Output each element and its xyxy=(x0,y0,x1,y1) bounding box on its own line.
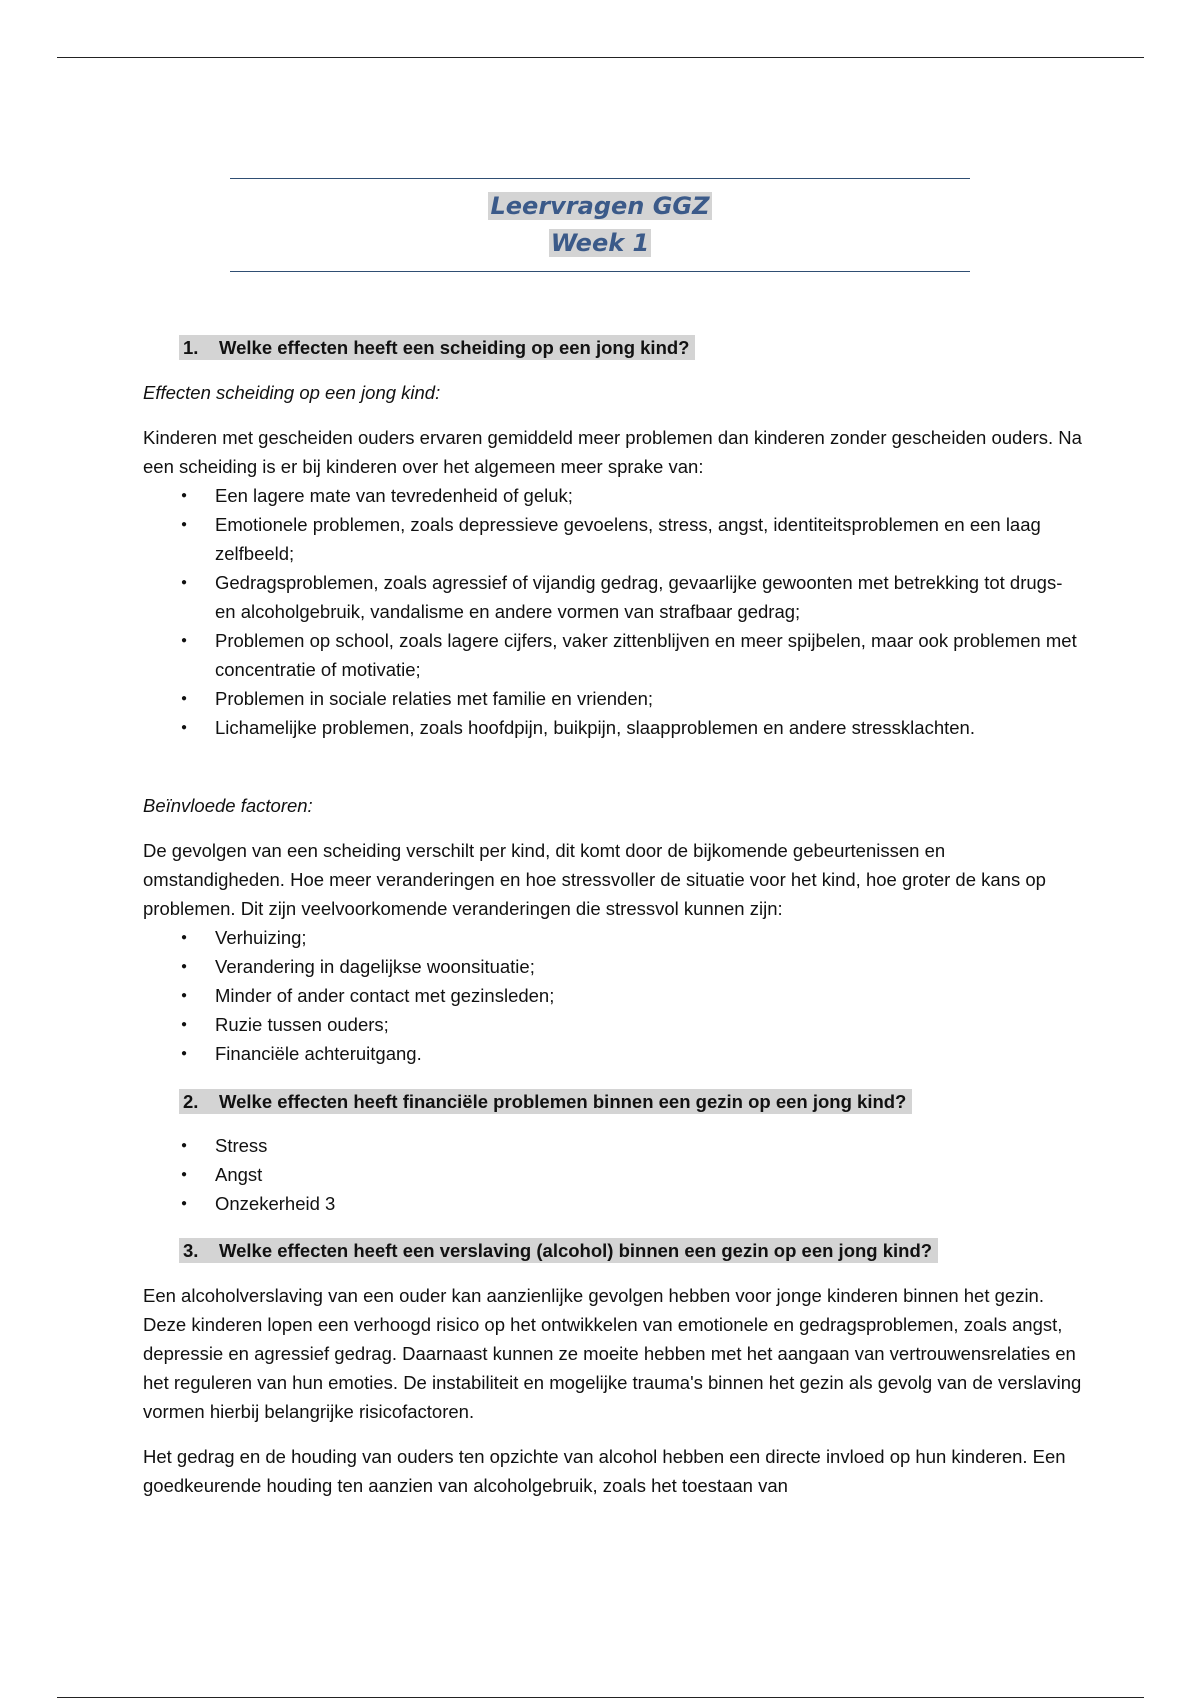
title-top-rule xyxy=(230,178,970,179)
question-3-heading xyxy=(179,1236,938,1265)
list-item: ● Minder of ander contact met gezinsleden; xyxy=(143,981,1083,1010)
question-3-text: Welke effecten heeft een verslaving (alcohol) binnen een gezin op een jong kind? xyxy=(219,1240,933,1261)
list-item: ● Ruzie tussen ouders; xyxy=(143,1010,1083,1039)
q1-factors-body xyxy=(143,836,1083,1068)
list-item: ● Gedragsproblemen, zoals agressief of vijandig gedrag, gevaarlijke gewoonten met betrekking tot drugs- en alcoholgebruik, vandalisme en andere vormen van strafbaar gedrag; xyxy=(143,568,1083,626)
q1-subheading-effects: Effecten scheiding op een jong kind: xyxy=(143,382,441,403)
title-bottom-rule xyxy=(230,271,970,272)
q2-body xyxy=(143,1131,1083,1218)
document-title-block xyxy=(230,178,970,272)
title-line-2: Week 1 xyxy=(550,229,650,257)
q1-factors-list xyxy=(143,923,1083,1068)
question-1-text: Welke effecten heeft een scheiding op een jong kind? xyxy=(219,337,690,358)
list-item: ● Verhuizing; xyxy=(143,923,1083,952)
q1-factors-paragraph: De gevolgen van een scheiding verschilt per kind, dit komt door de bijkomende gebeurtenissen en omstandigheden. Hoe meer veranderingen en hoe stressvoller de situatie voor het kind, hoe groter de kans op problemen. Dit zijn veelvoorkomende veranderingen die stressvol kunnen zijn: xyxy=(143,840,1046,919)
question-2-text: Welke effecten heeft financiële problemen binnen een gezin op een jong kind? xyxy=(219,1091,907,1112)
question-2-number: 2. xyxy=(183,1091,199,1112)
list-item: ● Verandering in dagelijkse woonsituatie; xyxy=(143,952,1083,981)
title-line-1: Leervragen GGZ xyxy=(490,192,710,220)
q1-body xyxy=(143,423,1083,742)
q3-paragraph-2: Het gedrag en de houding van ouders ten opzichte van alcohol hebben een directe invloed op hun kinderen. Een goedkeurende houding ten aanzien van alcoholgebruik, zoals het toestaan van xyxy=(143,1446,1066,1496)
list-item: ● Problemen in sociale relaties met familie en vrienden; xyxy=(143,684,1083,713)
list-item: ● Emotionele problemen, zoals depressieve gevoelens, stress, angst, identiteitsproblemen en een laag zelfbeeld; xyxy=(143,510,1083,568)
list-item: ● Stress xyxy=(143,1131,1083,1160)
question-1-heading xyxy=(179,333,695,362)
list-item: ● Financiële achteruitgang. xyxy=(143,1039,1083,1068)
q3-paragraph-1: Een alcoholverslaving van een ouder kan aanzienlijke gevolgen hebben voor jonge kinderen binnen het gezin. Deze kinderen lopen een verhoogd risico op het ontwikkelen van emotionele en gedragsproblemen, zoals angst, depressie en agressief gedrag. Daarnaast kunnen ze moeite hebben met het aangaan van vertrouwensrelaties en het reguleren van hun emoties. De instabiliteit en mogelijke trauma's binnen het gezin als gevolg van de verslaving vormen hierbij belangrijke risicofactoren. xyxy=(143,1285,1082,1422)
q2-effects-list xyxy=(143,1131,1083,1218)
list-item: ● Een lagere mate van tevredenheid of geluk; xyxy=(143,481,1083,510)
q1-intro-paragraph: Kinderen met gescheiden ouders ervaren gemiddeld meer problemen dan kinderen zonder gescheiden ouders. Na een scheiding is er bij kinderen over het algemeen meer sprake van: xyxy=(143,427,1082,477)
list-item: ● Problemen op school, zoals lagere cijfers, vaker zittenblijven en meer spijbelen, maar ook problemen met concentratie of motivatie; xyxy=(143,626,1083,684)
question-1-number: 1. xyxy=(183,337,199,358)
list-item: ● Onzekerheid 3 xyxy=(143,1189,1083,1218)
question-2-heading xyxy=(179,1087,912,1116)
q3-body xyxy=(143,1281,1083,1500)
page-bottom-rule xyxy=(57,1697,1144,1698)
document-title xyxy=(230,188,970,262)
page-top-rule xyxy=(57,57,1144,58)
q1-effects-list xyxy=(143,481,1083,742)
list-item: ● Lichamelijke problemen, zoals hoofdpijn, buikpijn, slaapproblemen en andere stressklachten. xyxy=(143,713,1083,742)
question-3-number: 3. xyxy=(183,1240,199,1261)
list-item: ● Angst xyxy=(143,1160,1083,1189)
q1-subheading-factors: Beïnvloede factoren: xyxy=(143,795,313,816)
